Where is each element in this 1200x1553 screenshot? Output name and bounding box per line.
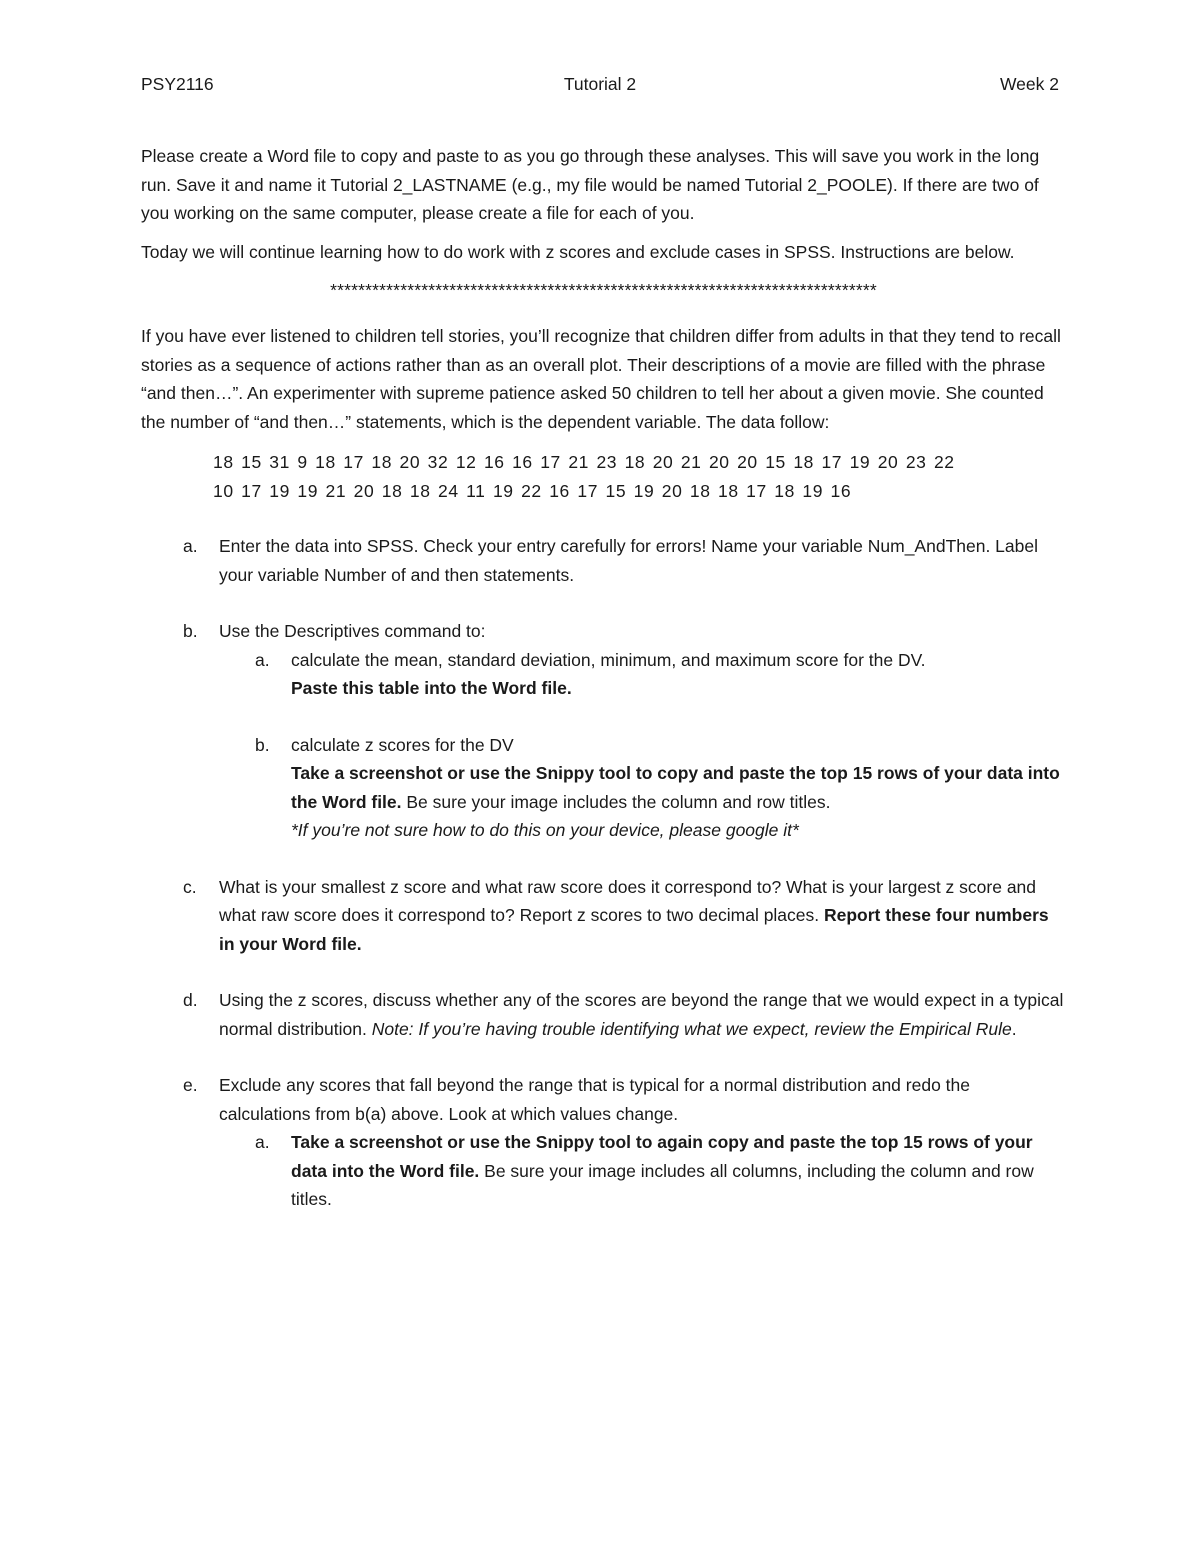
question-b-sub-a [219, 646, 1066, 703]
question-a-text: Enter the data into SPSS. Check your entry carefully for errors! Name your variable Num_AndThen. Label your variable Number of and then statements. [219, 536, 1039, 585]
page-header [141, 74, 1059, 98]
question-e-text: Exclude any scores that fall beyond the range that is typical for a normal distribution and redo the calculations from b(a) above. Look at which values change. [219, 1075, 970, 1124]
question-b-sub-b-bold: Take a screenshot or use the Snippy tool to copy and paste the top 15 rows of your data into the Word file. [291, 763, 1060, 812]
question-b-sub-b-instruction [291, 759, 1066, 816]
question-b-marker: b. [183, 621, 198, 641]
question-e-sub-a-marker: a. [255, 1132, 270, 1152]
document-body [141, 142, 1066, 1242]
question-d [141, 986, 1066, 1043]
question-c-marker: c. [183, 876, 197, 897]
data-line-2: 10 17 19 19 21 20 18 18 24 11 19 22 16 17 15 19 20 18 18 17 18 19 16 [213, 481, 852, 501]
header-week: Week 2 [999, 74, 1059, 94]
question-d-marker: d. [183, 990, 198, 1010]
question-d-text: Using the z scores, discuss whether any of the scores are beyond the range that we would expect in a typical normal distribution. [219, 990, 1064, 1039]
question-b-sub-a-text: calculate the mean, standard deviation, minimum, and maximum score for the DV. [291, 649, 926, 670]
question-b-sub-b-marker: b. [255, 734, 270, 755]
question-c [141, 873, 1066, 959]
question-e-sub-a [219, 1128, 1066, 1214]
question-e [141, 1071, 1066, 1214]
question-b-sub-b-text: calculate z scores for the DV [291, 734, 514, 755]
intro-paragraph-2: Today we will continue learning how to do work with z scores and exclude cases in SPSS. Instructions are below. [141, 241, 1015, 262]
question-c-instruction: Report these four numbers in your Word file. [219, 905, 1049, 954]
header-tutorial-title: Tutorial 2 [563, 74, 637, 94]
intro-paragraph-1: Please create a Word file to copy and paste to as you go through these analyses. This will save you work in the long run. Save it and name it Tutorial 2_LASTNAME (e.g., my file would be named Tutorial 2_POOLE). If there are two of you working on the same computer, please create a file for each of you. [141, 146, 1040, 223]
question-d-italic-note: Note: If you’re having trouble identifying what we expect, review the Empirical Rule [371, 1018, 1012, 1039]
question-c-text: What is your smallest z score and what raw score does it correspond to? What is your largest z score and what raw score does it correspond to? Report z scores to two decimal places. [219, 876, 1037, 925]
question-e-sub-a-instruction: Take a screenshot or use the Snippy tool to again copy and paste the top 15 rows of your data into the Word file. [291, 1132, 1033, 1181]
question-d-tail: . [1011, 1018, 1017, 1039]
question-a-marker: a. [183, 536, 198, 556]
question-b [141, 617, 1066, 845]
question-b-sub-b [219, 731, 1066, 845]
question-e-marker: e. [183, 1075, 198, 1095]
question-b-sub-b-italic-note: *If you’re not sure how to do this on your device, please google it* [291, 820, 799, 840]
question-e-sub-a-text: Be sure your image includes all columns, including the column and row titles. [291, 1160, 1034, 1209]
story-paragraph: If you have ever listened to children tell stories, you’ll recognize that children differ from adults in that they tend to recall stories as a sequence of actions rather than as an overall plot. Their descriptions of a movie are filled with the phrase “and then…”. An experimenter with supreme patience asked 50 children to tell her about a given movie. She counted the number of “and then…” statements, which is the dependent variable. The data follow: [141, 326, 1061, 432]
question-b-sub-b-note: Be sure your image includes the column and row titles. [401, 791, 831, 812]
question-b-text: Use the Descriptives command to: [219, 621, 486, 641]
question-b-sub-a-marker: a. [255, 649, 270, 670]
separator-line: ****************************************************************************** [330, 280, 877, 300]
question-b-sub-a-instruction: Paste this table into the Word file. [291, 678, 572, 698]
question-a [141, 532, 1066, 589]
data-line-1: 18 15 31 9 18 17 18 20 32 12 16 16 17 21 23 18 20 21 20 20 15 18 17 19 20 23 22 [213, 452, 955, 472]
data-values-block [213, 448, 1066, 506]
header-course-code: PSY2116 [141, 74, 214, 94]
